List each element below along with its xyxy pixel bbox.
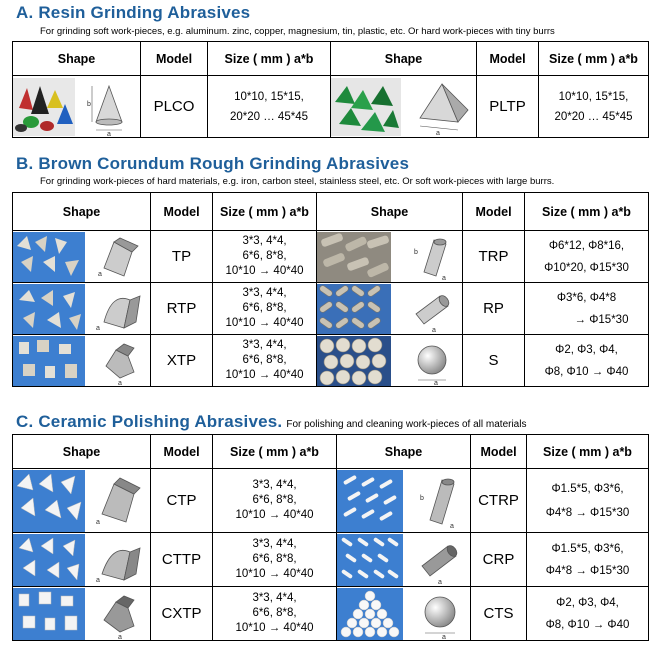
size-line: 6*6, 8*8,: [242, 302, 287, 314]
shape-cell-crp: [337, 533, 471, 587]
size-line: 3*3, 4*4,: [242, 339, 287, 351]
diagram-cone: [78, 78, 140, 136]
model-rp: RP: [463, 283, 525, 335]
model-s: S: [463, 335, 525, 387]
model-xtp: XTP: [151, 335, 213, 387]
shape-cell-xtp: [13, 335, 151, 387]
header-model: Model: [151, 193, 213, 231]
diagram-cylinder: [402, 284, 462, 334]
size-line: 3*3, 4*4,: [252, 592, 297, 604]
header-size: Size ( mm ) a*b: [527, 435, 649, 469]
svg-text:a: a: [442, 274, 446, 282]
svg-text:a: a: [118, 379, 122, 386]
product-photo-ctp: [13, 470, 85, 532]
shape-cell-tp: [13, 231, 151, 283]
shape-cell-trp: [317, 231, 463, 283]
size-line: 10*10 → 40*40: [235, 509, 314, 521]
header-size: Size ( mm ) a*b: [208, 42, 331, 76]
size-line: 10*10 → 40*40: [225, 317, 304, 329]
size-ctrp: [527, 469, 649, 533]
product-photo-cxtp: [13, 588, 85, 640]
svg-text:a: a: [434, 379, 438, 386]
header-shape: Shape: [337, 435, 471, 469]
section-c-title-note: For polishing and cleaning work-pieces of all materials: [286, 419, 527, 430]
model-tp: TP: [151, 231, 213, 283]
size-line: 20*20 … 45*45: [554, 110, 633, 123]
svg-text:a: a: [450, 522, 454, 530]
svg-text:a: a: [442, 633, 446, 640]
section-b-description: For grinding work-pieces of hard materials, e.g. iron, carbon steel, stainless steel, etc. Or soft work-pieces with large burrs.: [40, 176, 555, 187]
size-line: → Φ15*30: [574, 313, 629, 326]
section-b-table: [12, 192, 649, 387]
model-ctp: CTP: [151, 469, 213, 533]
diagram-cylinder: [410, 534, 470, 586]
header-shape: Shape: [13, 435, 151, 469]
header-shape: Shape: [13, 193, 151, 231]
section-a-table: [12, 41, 649, 138]
size-line: 6*6, 8*8,: [242, 354, 287, 366]
size-line: Φ8, Φ10 → Φ40: [544, 365, 629, 378]
size-line: 6*6, 8*8,: [252, 553, 297, 565]
product-photo-s-balls: [317, 336, 391, 386]
svg-text:b: b: [420, 494, 424, 502]
size-line: 10*10 → 40*40: [235, 622, 314, 634]
size-line: 10*10, 15*15,: [234, 90, 304, 103]
product-photo-rtp: [13, 284, 85, 334]
section-c-title: [16, 412, 526, 432]
size-tp: [213, 231, 317, 283]
shape-cell-cts: [337, 587, 471, 641]
section-c-title-text: C. Ceramic Polishing Abrasives.: [16, 412, 283, 431]
model-ctrp: CTRP: [471, 469, 527, 533]
model-plco: PLCO: [141, 76, 208, 138]
section-c-table: [12, 434, 649, 641]
size-cxtp: [213, 587, 337, 641]
shape-cell-ctp: [13, 469, 151, 533]
diagram-x-triangle: [90, 588, 150, 640]
diagram-triangle-prism: [90, 232, 150, 282]
shape-cell-cttp: [13, 533, 151, 587]
size-line: Φ10*20, Φ15*30: [544, 261, 629, 274]
size-line: 6*6, 8*8,: [242, 250, 287, 262]
diagram-angle-cut-cylinder: [402, 232, 462, 282]
size-xtp: [213, 335, 317, 387]
header-size: Size ( mm ) a*b: [213, 435, 337, 469]
model-cttp: CTTP: [151, 533, 213, 587]
size-line: Φ2, Φ3, Φ4,: [556, 596, 619, 609]
model-cxtp: CXTP: [151, 587, 213, 641]
product-photo-rp: [317, 284, 391, 334]
svg-text:a: a: [96, 324, 100, 332]
size-rtp: [213, 283, 317, 335]
header-shape: Shape: [13, 42, 141, 76]
size-line: Φ4*8 → Φ15*30: [545, 506, 630, 519]
header-model: Model: [141, 42, 208, 76]
size-line: Φ1.5*5, Φ3*6,: [551, 542, 624, 555]
product-photo-pltp-pyramids: [331, 78, 401, 136]
product-photo-cts-balls: [337, 588, 403, 640]
header-size: Size ( mm ) a*b: [539, 42, 649, 76]
diagram-sphere: [410, 588, 470, 640]
size-line: Φ6*12, Φ8*16,: [548, 239, 625, 252]
size-rp: [525, 283, 649, 335]
section-a-title: A. Resin Grinding Abrasives: [16, 3, 251, 22]
product-photo-cttp: [13, 534, 85, 586]
section-a-description: For grinding soft work-pieces, e.g. aluminum. zinc, copper, magnesium, tin, plastic, etc. Or hard work-pieces with tiny burrs: [40, 26, 555, 37]
size-line: Φ3*6, Φ4*8: [556, 291, 617, 304]
size-line: Φ2, Φ3, Φ4,: [555, 343, 618, 356]
svg-text:a: a: [432, 326, 436, 334]
diagram-sphere: [402, 336, 462, 386]
size-pltp: [539, 76, 649, 138]
size-line: 3*3, 4*4,: [252, 538, 297, 550]
header-size: Size ( mm ) a*b: [213, 193, 317, 231]
model-rtp: RTP: [151, 283, 213, 335]
model-cts: CTS: [471, 587, 527, 641]
shape-cell-rp: [317, 283, 463, 335]
product-photo-plco-cones: [13, 78, 75, 136]
size-line: 3*3, 4*4,: [242, 235, 287, 247]
diagram-pyramid: [406, 78, 476, 136]
header-size: Size ( mm ) a*b: [525, 193, 649, 231]
size-ctp: [213, 469, 337, 533]
product-photo-crp: [337, 534, 403, 586]
svg-text:b: b: [87, 100, 91, 108]
size-trp: [525, 231, 649, 283]
size-line: Φ4*8 → Φ15*30: [545, 564, 630, 577]
size-cttp: [213, 533, 337, 587]
size-line: 6*6, 8*8,: [252, 494, 297, 506]
product-photo-xtp: [13, 336, 85, 386]
shape-cell-s: [317, 335, 463, 387]
size-line: 10*10 → 40*40: [225, 265, 304, 277]
size-line: Φ8, Φ10 → Φ40: [545, 618, 630, 631]
size-line: 10*10 → 40*40: [225, 369, 304, 381]
svg-text:a: a: [118, 633, 122, 640]
shape-cell-plco: [13, 76, 141, 138]
section-b-title: B. Brown Corundum Rough Grinding Abrasives: [16, 154, 410, 173]
size-crp: [527, 533, 649, 587]
svg-text:b: b: [414, 248, 418, 256]
product-photo-tp: [13, 232, 85, 282]
size-cts: [527, 587, 649, 641]
size-line: 20*20 … 45*45: [229, 110, 308, 123]
shape-cell-cxtp: [13, 587, 151, 641]
diagram-x-triangle: [90, 336, 150, 386]
svg-text:a: a: [438, 578, 442, 586]
size-s: [525, 335, 649, 387]
size-line: 6*6, 8*8,: [252, 607, 297, 619]
svg-text:a: a: [98, 270, 102, 278]
shape-cell-pltp: [331, 76, 477, 138]
product-photo-ctrp: [337, 470, 403, 532]
header-model: Model: [151, 435, 213, 469]
model-crp: CRP: [471, 533, 527, 587]
model-pltp: PLTP: [477, 76, 539, 138]
diagram-round-triangle: [90, 534, 150, 586]
header-shape: Shape: [317, 193, 463, 231]
model-trp: TRP: [463, 231, 525, 283]
svg-text:a: a: [96, 518, 100, 526]
header-model: Model: [463, 193, 525, 231]
svg-text:a: a: [436, 129, 440, 136]
shape-cell-ctrp: [337, 469, 471, 533]
diagram-triangle-prism: [90, 470, 150, 532]
size-line: 3*3, 4*4,: [252, 479, 297, 491]
size-line: 3*3, 4*4,: [242, 287, 287, 299]
size-line: 10*10 → 40*40: [235, 568, 314, 580]
header-model: Model: [477, 42, 539, 76]
size-line: 10*10, 15*15,: [558, 90, 629, 103]
header-shape: Shape: [331, 42, 477, 76]
size-plco: [208, 76, 331, 138]
svg-text:a: a: [96, 576, 100, 584]
header-model: Model: [471, 435, 527, 469]
diagram-angle-cut-cylinder: [410, 470, 470, 532]
diagram-round-triangle: [90, 284, 150, 334]
shape-cell-rtp: [13, 283, 151, 335]
product-photo-trp: [317, 232, 391, 282]
size-line: Φ1.5*5, Φ3*6,: [551, 482, 624, 495]
svg-text:a: a: [107, 130, 111, 136]
